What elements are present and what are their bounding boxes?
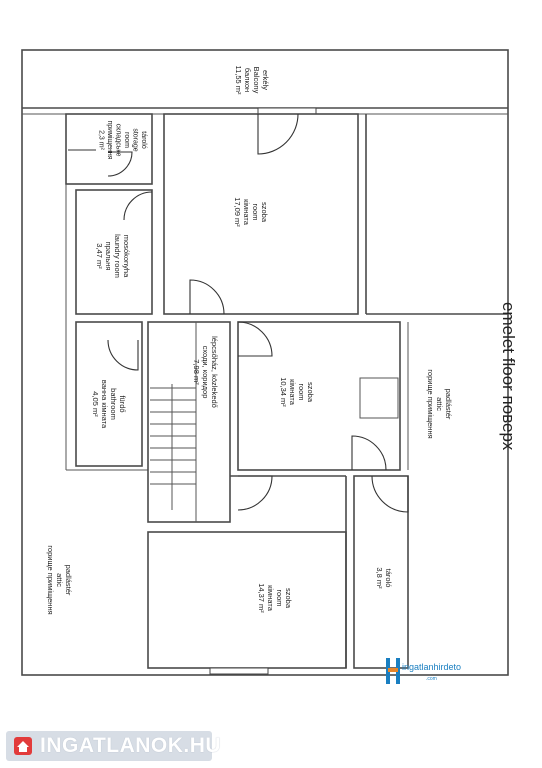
attic-right-label-3: горище приміщення bbox=[426, 369, 435, 439]
balcony-label-3: балкон bbox=[243, 67, 252, 93]
storage-label-3: room bbox=[123, 132, 130, 148]
storage2-area: 3,8 m² bbox=[375, 567, 384, 589]
attic-right-label-1: padlástér bbox=[444, 388, 453, 420]
house-icon bbox=[12, 735, 34, 757]
room1-label-1: szoba bbox=[260, 201, 269, 223]
room1-label-2: room bbox=[251, 203, 260, 221]
brand-name: INGATLANOK.HU bbox=[40, 734, 222, 757]
watermark-sub: .com bbox=[426, 676, 437, 682]
balcony-label-1: erkély bbox=[261, 69, 270, 91]
laundry-label-3: пральня bbox=[104, 241, 113, 271]
bathroom-label-1: fürdő bbox=[118, 395, 127, 413]
storage-label-1: tároló bbox=[140, 131, 147, 149]
laundry-area: 3,47 m² bbox=[95, 243, 104, 269]
attic-left-label-3: горище приміщення bbox=[46, 545, 55, 615]
room3-area: 14,37 m² bbox=[257, 583, 266, 613]
laundry-label-1: mosókonyha bbox=[122, 234, 131, 278]
bathroom-label-3: ванна кімната bbox=[100, 379, 109, 429]
bathroom-label-2: bathroom bbox=[109, 388, 118, 420]
floor-title: emelet floor поверх bbox=[499, 302, 518, 451]
room2-label-3: кімната bbox=[288, 379, 297, 405]
laundry-label-2: laundry room bbox=[113, 234, 122, 278]
room3-label-1: szoba bbox=[284, 587, 293, 609]
storage-label-4: складське bbox=[114, 123, 122, 157]
stair-label-1: lépcsőház, közlekedő bbox=[210, 336, 219, 408]
room1-area: 17,09 m² bbox=[233, 197, 242, 227]
attic-right-label-2: attic bbox=[435, 397, 444, 411]
room3-label-2: room bbox=[275, 589, 284, 607]
attic-left-label-1: padlástér bbox=[64, 564, 73, 596]
room2-label-1: szoba bbox=[306, 381, 315, 403]
balcony-label-2: Balcony bbox=[252, 66, 261, 94]
storage-label-2: storage bbox=[131, 128, 139, 152]
stair-area: 7,98 m² bbox=[192, 359, 201, 385]
balcony-area: 11,55 m² bbox=[234, 65, 243, 95]
watermark-logo bbox=[386, 658, 461, 684]
room3-label-3: кімната bbox=[266, 585, 275, 611]
storage-label-5: приміщення bbox=[106, 120, 113, 160]
attic-left-label-2: attic bbox=[55, 573, 64, 587]
bathroom-area: 4,05 m² bbox=[91, 391, 100, 417]
room2-area: 10,34 m² bbox=[279, 377, 288, 407]
brand-badge[interactable] bbox=[6, 731, 222, 761]
footer bbox=[0, 729, 542, 768]
watermark-text: ingatlanhirdeto bbox=[402, 662, 462, 672]
stair-label-2: сходи, коридор bbox=[201, 345, 210, 399]
room2-label-2: room bbox=[297, 383, 306, 401]
room1-label-3: кімната bbox=[242, 199, 251, 225]
storage-area: 2,3 m² bbox=[97, 130, 105, 150]
storage2-label: tároló bbox=[384, 568, 393, 588]
